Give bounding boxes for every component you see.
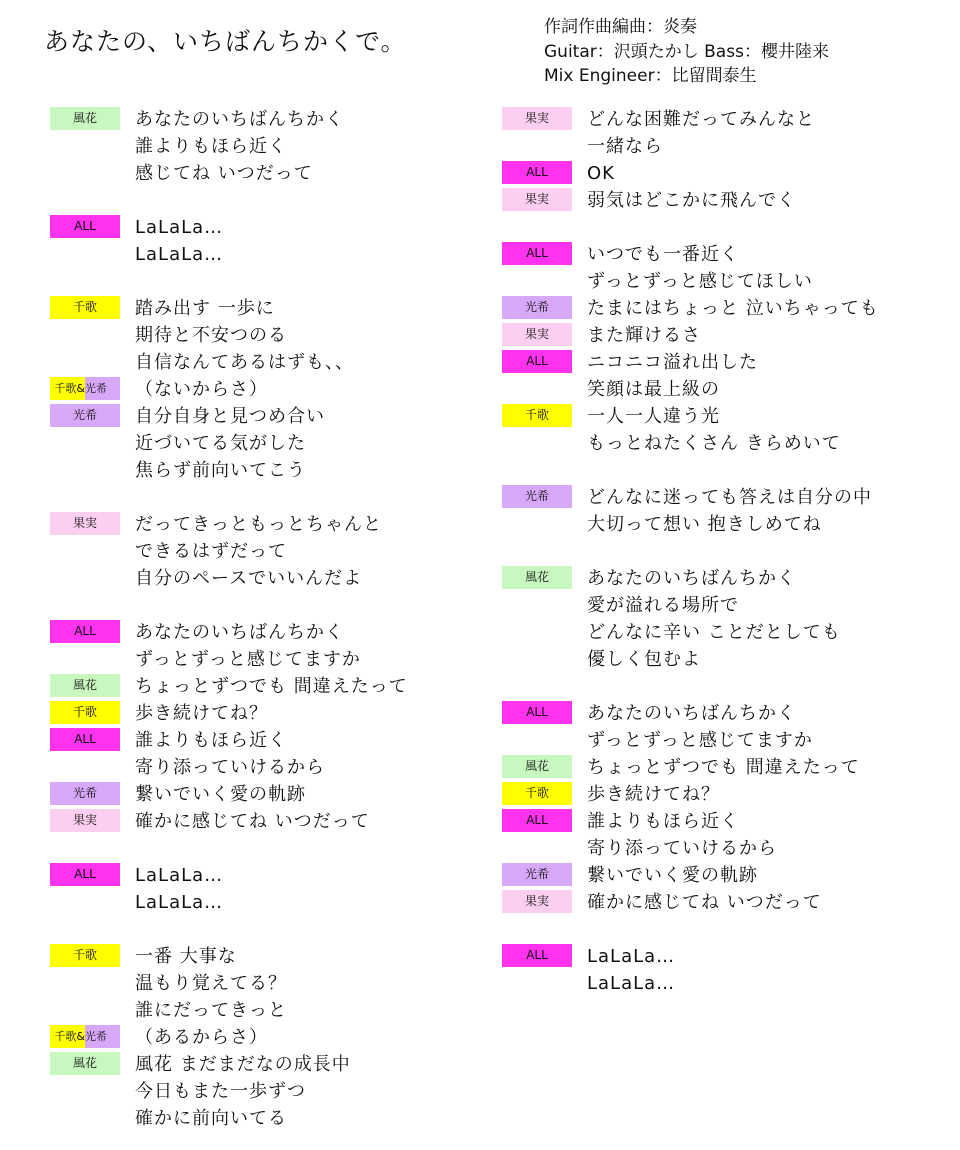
lyric-text: OK bbox=[587, 163, 615, 184]
lyric-text: LaLaLa… bbox=[587, 973, 676, 994]
lyric-text: 誰にだってきっと bbox=[135, 1000, 287, 1021]
lyric-text: 誰よりもほら近く bbox=[135, 136, 287, 157]
lyric-text: 近づいてる気がした bbox=[135, 433, 306, 454]
lyric-text: 寄り添っていけるから bbox=[587, 838, 777, 859]
lyric-text: できるはずだって bbox=[135, 541, 287, 562]
singer-tag: 千歌 bbox=[50, 701, 120, 724]
singer-tag: ALL bbox=[50, 620, 120, 643]
lyric-text: 感じてね いつだって bbox=[135, 163, 313, 184]
singer-tag: 光希 bbox=[502, 485, 572, 508]
song-title: あなたの、いちばんちかくで。 bbox=[44, 27, 407, 56]
lyric-text: ちょっとずつでも 間違えたって bbox=[587, 757, 860, 778]
lyric-text: 風花 まだまだなの成長中 bbox=[135, 1054, 351, 1075]
lyric-text: ちょっとずつでも 間違えたって bbox=[135, 676, 408, 697]
lyric-text: 焦らず前向いてこう bbox=[135, 460, 306, 481]
singer-tag: ALL bbox=[50, 728, 120, 751]
lyric-text: あなたのいちばんちかく bbox=[587, 568, 796, 589]
lyric-text: ずっとずっと感じてますか bbox=[135, 649, 361, 670]
lyric-text: どんなに迷っても答えは自分の中 bbox=[587, 487, 872, 508]
lyric-text: （ないからさ） bbox=[135, 379, 268, 400]
lyric-text: 繋いでいく愛の軌跡 bbox=[135, 784, 306, 805]
credit-mix-engineer: Mix Engineer：比留間泰生 bbox=[544, 66, 757, 86]
lyric-text: 確かに前向いてる bbox=[135, 1108, 287, 1129]
singer-tag: 千歌 bbox=[502, 404, 572, 427]
singer-tag: 千歌 bbox=[50, 296, 120, 319]
singer-tag: ALL bbox=[502, 161, 572, 184]
singer-tag: ALL bbox=[502, 701, 572, 724]
lyric-text: 笑顔は最上級の bbox=[587, 379, 720, 400]
singer-tag: 千歌 bbox=[502, 782, 572, 805]
lyric-text: 今日もまた一歩ずつ bbox=[135, 1081, 306, 1102]
lyric-text: どんなに辛い ことだとしても bbox=[587, 622, 841, 643]
singer-tag: 千歌 bbox=[50, 944, 120, 967]
lyric-text: 確かに感じてね いつだって bbox=[135, 811, 370, 832]
lyric-text: 愛が溢れる場所で bbox=[587, 595, 739, 616]
singer-tag: 果実 bbox=[502, 188, 572, 211]
lyric-text: 温もり覚えてる？ bbox=[135, 973, 287, 994]
lyric-text: （あるからさ） bbox=[135, 1027, 268, 1048]
lyric-text: どんな困難だってみんなと bbox=[587, 109, 815, 130]
singer-tag: 光希 bbox=[50, 404, 120, 427]
lyric-text: 繋いでいく愛の軌跡 bbox=[587, 865, 758, 886]
singer-tag: 果実 bbox=[502, 107, 572, 130]
singer-tag-segment: 光希 bbox=[85, 377, 120, 400]
singer-tag-segment: 光希 bbox=[85, 1025, 120, 1048]
lyric-text: ニコニコ溢れ出した bbox=[587, 352, 758, 373]
lyric-text: ずっとずっと感じてますか bbox=[587, 730, 813, 751]
credit-guitar-bass: Guitar：沢頭たかし Bass：櫻井陸来 bbox=[544, 41, 829, 62]
singer-tag: 風花 bbox=[50, 1052, 120, 1075]
lyric-text: LaLaLa… bbox=[587, 946, 676, 967]
singer-tag: 果実 bbox=[50, 809, 120, 832]
lyric-text: たまにはちょっと 泣いちゃっても bbox=[587, 298, 879, 319]
singer-tag: 風花 bbox=[502, 755, 572, 778]
credits bbox=[544, 15, 829, 89]
lyric-text: 誰よりもほら近く bbox=[587, 811, 739, 832]
lyric-text: 歩き続けてね？ bbox=[135, 703, 268, 724]
singer-tag: 光希 bbox=[502, 863, 572, 886]
lyric-text: 一番 大事な bbox=[135, 946, 237, 967]
lyric-text: 寄り添っていけるから bbox=[135, 757, 325, 778]
lyric-text: 一緒なら bbox=[587, 136, 663, 157]
singer-tag-segment: 千歌& bbox=[50, 377, 85, 400]
lyric-text: また輝けるさ bbox=[587, 325, 701, 346]
singer-tag: ALL bbox=[50, 215, 120, 238]
lyric-text: 自信なんてあるはずも、、 bbox=[135, 352, 354, 373]
singer-tag bbox=[50, 1025, 120, 1048]
lyric-text: 優しく包むよ bbox=[587, 649, 701, 670]
singer-tag: 果実 bbox=[50, 512, 120, 535]
lyric-text: ずっとずっと感じてほしい bbox=[587, 271, 813, 292]
lyric-text: あなたのいちばんちかく bbox=[587, 703, 796, 724]
lyric-text: 踏み出す 一歩に bbox=[135, 298, 275, 319]
lyric-text: だってきっともっとちゃんと bbox=[135, 514, 382, 535]
lyric-text: LaLaLa… bbox=[135, 892, 224, 913]
lyric-text: 自分自身と見つめ合い bbox=[135, 406, 325, 427]
singer-tag: ALL bbox=[502, 350, 572, 373]
singer-tag: ALL bbox=[502, 944, 572, 967]
lyric-text: 確かに感じてね いつだって bbox=[587, 892, 822, 913]
lyric-text: LaLaLa… bbox=[135, 865, 224, 886]
singer-tag: 光希 bbox=[502, 296, 572, 319]
lyric-text: もっとねたくさん きらめいて bbox=[587, 433, 841, 454]
singer-tag-segment: 千歌& bbox=[50, 1025, 85, 1048]
lyric-text: 歩き続けてね？ bbox=[587, 784, 720, 805]
lyric-text: 誰よりもほら近く bbox=[135, 730, 287, 751]
singer-tag: 果実 bbox=[502, 890, 572, 913]
singer-tag: 果実 bbox=[502, 323, 572, 346]
singer-tag: ALL bbox=[502, 809, 572, 832]
lyric-text: 大切って想い 抱きしめてね bbox=[587, 514, 822, 535]
singer-tag: 風花 bbox=[50, 107, 120, 130]
lyric-text: 自分のペースでいいんだよ bbox=[135, 568, 363, 589]
lyric-text: あなたのいちばんちかく bbox=[135, 109, 344, 130]
lyric-text: いつでも一番近く bbox=[587, 244, 739, 265]
lyric-text: LaLaLa… bbox=[135, 217, 224, 238]
credit-lyrics-composition: 作詞作曲編曲：炎奏 bbox=[544, 17, 697, 37]
lyric-text: 一人一人違う光 bbox=[587, 406, 720, 427]
singer-tag: 風花 bbox=[502, 566, 572, 589]
lyric-text: LaLaLa… bbox=[135, 244, 224, 265]
singer-tag: ALL bbox=[50, 863, 120, 886]
lyric-text: 期待と不安つのる bbox=[135, 325, 287, 346]
singer-tag: 風花 bbox=[50, 674, 120, 697]
lyric-text: 弱気はどこかに飛んでく bbox=[587, 190, 796, 211]
singer-tag: ALL bbox=[502, 242, 572, 265]
singer-tag bbox=[50, 377, 120, 400]
singer-tag: 光希 bbox=[50, 782, 120, 805]
lyric-text: あなたのいちばんちかく bbox=[135, 622, 344, 643]
